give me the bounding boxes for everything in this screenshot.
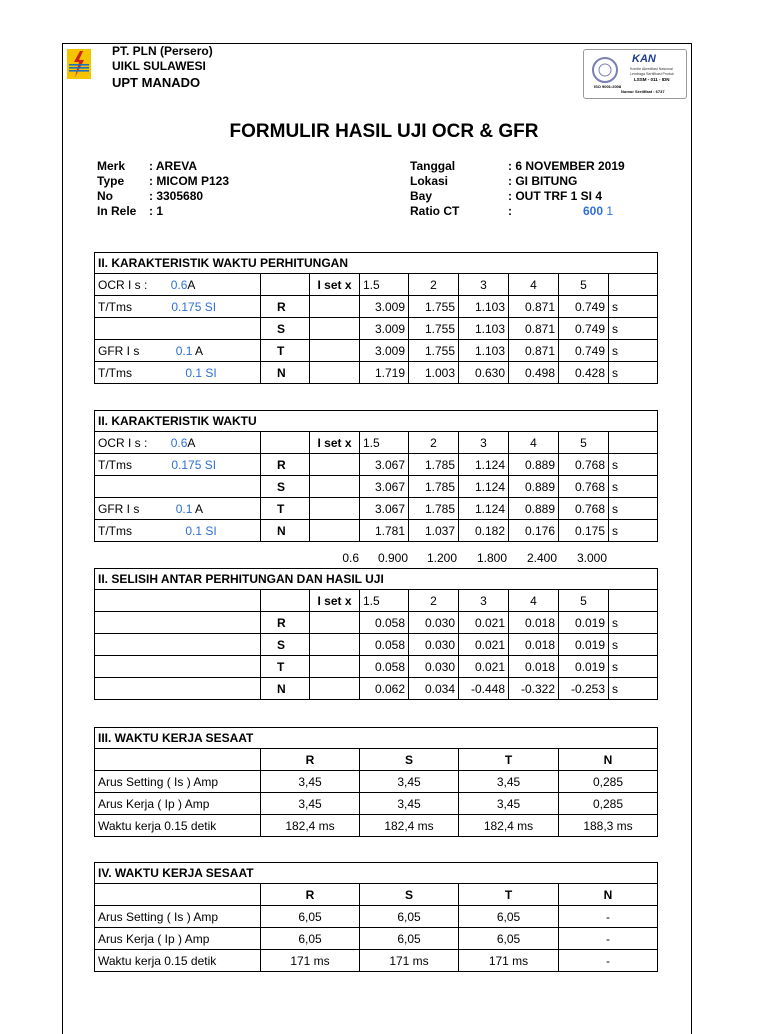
unit-s: s <box>609 498 658 520</box>
ocr-tms-value: 0.175 <box>171 299 202 314</box>
value-cell: 3,45 <box>459 771 559 793</box>
value-cell: 3,45 <box>261 771 360 793</box>
phase-label: T <box>261 656 310 678</box>
column-header: T <box>459 884 559 906</box>
value-cell: 0.034 <box>409 678 459 700</box>
gfr-tms-cell <box>95 362 261 384</box>
value-cell: 1.785 <box>409 454 459 476</box>
value-cell: 171 ms <box>459 950 559 972</box>
value-cell: 1.103 <box>459 340 509 362</box>
info-label: Lokasi <box>410 174 449 188</box>
unit-s: s <box>609 318 658 340</box>
value-cell: 0.871 <box>509 296 559 318</box>
value-cell: 0.062 <box>360 678 409 700</box>
multiplier: 3 <box>459 274 509 296</box>
info-right-labels <box>410 159 500 219</box>
info-label: Merk <box>97 159 126 173</box>
unit-a: A <box>187 435 196 450</box>
value-cell: 1.785 <box>409 476 459 498</box>
info-label: No <box>97 189 113 203</box>
value-cell: 0.030 <box>409 634 459 656</box>
column-header: S <box>360 884 459 906</box>
extra-value: 3.000 <box>576 551 607 565</box>
unit-s: s <box>609 296 658 318</box>
iset-label: I set x <box>310 590 360 612</box>
tms-label: T/Tms <box>98 457 132 472</box>
unit-s: s <box>609 612 658 634</box>
unit-a: A <box>187 277 196 292</box>
value-cell: 1.103 <box>459 296 509 318</box>
section-title: III. WAKTU KERJA SESAAT <box>95 728 658 749</box>
table-karakteristik-perhitungan <box>94 252 658 384</box>
phase-label: S <box>261 476 310 498</box>
table-selisih <box>94 568 658 700</box>
value-cell: 3.067 <box>360 454 409 476</box>
info-value: : <box>508 204 512 218</box>
multiplier: 4 <box>509 274 559 296</box>
value-cell: 1.003 <box>409 362 459 384</box>
value-cell: 1.124 <box>459 454 509 476</box>
pln-logo-icon <box>66 48 92 80</box>
kan-line1: Komite Akreditasi Nasional <box>630 67 673 71</box>
value-cell: 0.021 <box>459 612 509 634</box>
value-cell: 188,3 ms <box>559 815 658 837</box>
iset-label: I set x <box>310 432 360 454</box>
info-value: : GI BITUNG <box>508 174 578 188</box>
value-cell: 171 ms <box>360 950 459 972</box>
table-waktu-kerja-sesaat-1 <box>94 727 658 837</box>
ocr-is-cell <box>95 274 261 296</box>
ocr-tms-cell <box>95 296 261 318</box>
value-cell: 0,285 <box>559 793 658 815</box>
unit-si: SI <box>205 365 217 380</box>
multiplier: 5 <box>559 274 609 296</box>
extra-value: 1.200 <box>426 551 457 565</box>
gfr-is-value: 0.1 <box>175 501 193 516</box>
info-label: Ratio CT <box>410 204 460 218</box>
kan-logo: KAN <box>632 53 656 65</box>
phase-label: R <box>261 454 310 476</box>
extra-value: 0.900 <box>377 551 408 565</box>
value-cell: 0.021 <box>459 634 509 656</box>
info-value: : 1 <box>149 204 164 218</box>
info-value: : 3305680 <box>149 189 204 203</box>
multiplier: 2 <box>409 590 459 612</box>
company-name: PT. PLN (Persero) <box>112 44 213 58</box>
unit-si: SI <box>204 299 217 314</box>
value-cell: 3.009 <box>360 296 409 318</box>
column-header: R <box>261 749 360 771</box>
multiplier: 2 <box>409 274 459 296</box>
ocr-label: OCR I s : <box>98 435 148 450</box>
extra-value: 1.800 <box>476 551 507 565</box>
value-cell: 0.021 <box>459 656 509 678</box>
info-label: In Rele <box>97 204 137 218</box>
info-value: : OUT TRF 1 SI 4 <box>508 189 603 203</box>
value-cell: - <box>559 928 658 950</box>
value-cell: 1.103 <box>459 318 509 340</box>
unit-s: s <box>609 362 658 384</box>
multiplier: 1.5 <box>360 432 409 454</box>
multiplier: 4 <box>509 590 559 612</box>
phase-label: S <box>261 634 310 656</box>
value-cell: 1.781 <box>360 520 409 542</box>
phase-label: N <box>261 362 310 384</box>
row-label: Arus Kerja ( Ip ) Amp <box>95 928 261 950</box>
value-cell: 3,45 <box>459 793 559 815</box>
unit-s: s <box>609 656 658 678</box>
value-cell: 0.030 <box>409 612 459 634</box>
value-cell: 6,05 <box>261 928 360 950</box>
value-cell: 0.498 <box>509 362 559 384</box>
row-label: Arus Setting ( Is ) Amp <box>95 906 261 928</box>
value-cell: 3.067 <box>360 498 409 520</box>
multiplier: 3 <box>459 432 509 454</box>
value-cell: 3,45 <box>261 793 360 815</box>
unit-s: s <box>609 340 658 362</box>
ocr-is-value: 0.6 <box>170 435 188 450</box>
gfr-is-value: 0.1 <box>175 343 193 358</box>
info-value: : AREVA <box>149 159 197 173</box>
unit-si: SI <box>204 457 217 472</box>
unit-s: s <box>609 678 658 700</box>
value-cell: 1.755 <box>409 318 459 340</box>
gfr-is-cell <box>95 340 261 362</box>
value-cell: 0.768 <box>559 454 609 476</box>
value-cell: 3,45 <box>360 771 459 793</box>
value-cell: 0.749 <box>559 296 609 318</box>
gfr-tms-cell <box>95 520 261 542</box>
column-header: S <box>360 749 459 771</box>
phase-label: T <box>261 340 310 362</box>
value-cell: 0.019 <box>559 634 609 656</box>
value-cell: 3.067 <box>360 476 409 498</box>
value-cell: 6,05 <box>360 928 459 950</box>
iset-label: I set x <box>310 274 360 296</box>
column-header: R <box>261 884 360 906</box>
column-header: N <box>559 749 658 771</box>
value-cell: 1.755 <box>409 340 459 362</box>
extra-value: 2.400 <box>526 551 557 565</box>
unit-a: A <box>195 501 204 516</box>
value-cell: 182,4 ms <box>261 815 360 837</box>
value-cell: 1.785 <box>409 498 459 520</box>
value-cell: 6,05 <box>459 928 559 950</box>
ratio-primary: 600 <box>583 204 604 218</box>
value-cell: 1.719 <box>360 362 409 384</box>
multiplier: 2 <box>409 432 459 454</box>
value-cell: -0.448 <box>459 678 509 700</box>
ratio-secondary: 1 <box>606 204 614 218</box>
section-title: II. KARAKTERISTIK WAKTU PERHITUNGAN <box>95 253 658 274</box>
value-cell: 0.175 <box>559 520 609 542</box>
gfr-tms-value: 0.1 <box>185 523 203 538</box>
phase-label: T <box>261 498 310 520</box>
unit-s: s <box>609 634 658 656</box>
info-value: : 6 NOVEMBER 2019 <box>508 159 625 173</box>
kan-line2: Lembaga Sertifikasi Produk <box>630 72 674 76</box>
unit-s: s <box>609 454 658 476</box>
table-karakteristik-waktu <box>94 410 658 542</box>
phase-label: N <box>261 520 310 542</box>
value-cell: -0.322 <box>509 678 559 700</box>
info-label: Type <box>97 174 125 188</box>
value-cell: 171 ms <box>261 950 360 972</box>
row-label: Waktu kerja 0.15 detik <box>95 950 261 972</box>
value-cell: 0.749 <box>559 340 609 362</box>
value-cell: - <box>559 950 658 972</box>
value-cell: 1.037 <box>409 520 459 542</box>
company-unit: UIKL SULAWESI <box>112 59 206 73</box>
info-label: Bay <box>410 189 433 203</box>
value-cell: 0.768 <box>559 498 609 520</box>
multiplier: 1.5 <box>360 274 409 296</box>
value-cell: 0.176 <box>509 520 559 542</box>
gfr-label: GFR I s <box>98 501 140 516</box>
value-cell: -0.253 <box>559 678 609 700</box>
value-cell: 0.871 <box>509 318 559 340</box>
value-cell: 0.768 <box>559 476 609 498</box>
info-value: : MICOM P123 <box>149 174 230 188</box>
gfr-is-cell <box>95 498 261 520</box>
section-title: IV. WAKTU KERJA SESAAT <box>95 863 658 884</box>
value-cell: 0.058 <box>360 634 409 656</box>
column-header: N <box>559 884 658 906</box>
value-cell: 6,05 <box>459 906 559 928</box>
value-cell: 0.058 <box>360 656 409 678</box>
value-cell: 182,4 ms <box>459 815 559 837</box>
value-cell: 0.058 <box>360 612 409 634</box>
gfr-tms-value: 0.1 <box>185 365 203 380</box>
value-cell: - <box>559 906 658 928</box>
multiplier: 3 <box>459 590 509 612</box>
value-cell: 0.749 <box>559 318 609 340</box>
column-header: T <box>459 749 559 771</box>
value-cell: 0,285 <box>559 771 658 793</box>
value-cell: 0.182 <box>459 520 509 542</box>
kan-code: LSSM - 011 - IDN <box>634 77 670 82</box>
gfr-label: GFR I s <box>98 343 140 358</box>
multiplier: 5 <box>559 432 609 454</box>
info-label: Tanggal <box>410 159 456 173</box>
section-title: II. KARAKTERISTIK WAKTU <box>95 411 658 432</box>
value-cell: 0.030 <box>409 656 459 678</box>
unit-s: s <box>609 520 658 542</box>
phase-label: N <box>261 678 310 700</box>
value-cell: 0.019 <box>559 612 609 634</box>
phase-label: R <box>261 612 310 634</box>
row-label: Arus Setting ( Is ) Amp <box>95 771 261 793</box>
unit-s: s <box>609 476 658 498</box>
info-left-values <box>149 159 309 219</box>
company-sub-unit: UPT MANADO <box>112 75 201 90</box>
multiplier: 4 <box>509 432 559 454</box>
form-title: FORMULIR HASIL UJI OCR & GFR <box>229 121 539 142</box>
value-cell: 0.871 <box>509 340 559 362</box>
value-cell: 0.889 <box>509 454 559 476</box>
ocr-tms-cell <box>95 454 261 476</box>
iso-label: ISO 9001:2008 <box>594 84 622 89</box>
row-label: Waktu kerja 0.15 detik <box>95 815 261 837</box>
phase-label: S <box>261 318 310 340</box>
tms-label: T/Tms <box>98 523 132 538</box>
value-cell: 6,05 <box>360 906 459 928</box>
value-cell: 0.019 <box>559 656 609 678</box>
value-cell: 0.018 <box>509 634 559 656</box>
unit-a: A <box>195 343 204 358</box>
ocr-is-value: 0.6 <box>170 277 188 292</box>
value-cell: 3,45 <box>360 793 459 815</box>
extra-value: 0.6 <box>342 551 359 565</box>
value-cell: 1.124 <box>459 476 509 498</box>
certification-seal-icon <box>590 56 620 84</box>
unit-si: SI <box>205 523 217 538</box>
value-cell: 1.755 <box>409 296 459 318</box>
row-label: Arus Kerja ( Ip ) Amp <box>95 793 261 815</box>
value-cell: 0.889 <box>509 476 559 498</box>
value-cell: 3.009 <box>360 318 409 340</box>
tms-label: T/Tms <box>98 365 132 380</box>
value-cell: 0.889 <box>509 498 559 520</box>
value-cell: 0.018 <box>509 656 559 678</box>
info-left-labels <box>97 159 157 219</box>
multiplier: 5 <box>559 590 609 612</box>
table-waktu-kerja-sesaat-2 <box>94 862 658 972</box>
phase-label: R <box>261 296 310 318</box>
value-cell: 3.009 <box>360 340 409 362</box>
multiplier: 1.5 <box>360 590 409 612</box>
value-cell: 182,4 ms <box>360 815 459 837</box>
tms-label: T/Tms <box>98 299 132 314</box>
ocr-is-cell <box>95 432 261 454</box>
value-cell: 0.630 <box>459 362 509 384</box>
value-cell: 6,05 <box>261 906 360 928</box>
section-title: II. SELISIH ANTAR PERHITUNGAN DAN HASIL UJI <box>95 569 658 590</box>
ratio-ct-value <box>583 204 613 219</box>
value-cell: 1.124 <box>459 498 509 520</box>
cert-number: Nomor Sertifikat : 6737 <box>621 89 665 94</box>
ocr-label: OCR I s : <box>98 277 148 292</box>
value-cell: 0.018 <box>509 612 559 634</box>
ocr-tms-value: 0.175 <box>171 457 202 472</box>
value-cell: 0.428 <box>559 362 609 384</box>
